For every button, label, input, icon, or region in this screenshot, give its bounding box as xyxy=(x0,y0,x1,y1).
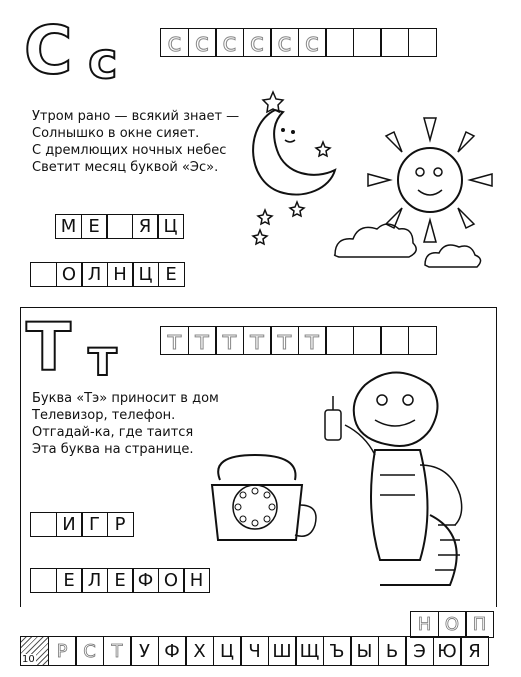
s-trace-cell: с xyxy=(160,28,189,57)
word-letter-cell xyxy=(106,214,133,239)
word-letter-cell: Ф xyxy=(132,568,159,593)
poem-t xyxy=(32,390,219,458)
word-telefon xyxy=(30,568,210,593)
t-trace-cell: т xyxy=(160,326,189,355)
telephone-illustration xyxy=(200,445,320,555)
t-trace-cell: т xyxy=(215,326,244,355)
word-letter-cell: И xyxy=(56,512,83,537)
tiger-illustration xyxy=(320,365,490,595)
t-trace-cell xyxy=(380,326,409,355)
poem-line: Отгадай-ка, где таится xyxy=(32,425,194,440)
word-letter-cell: Ц xyxy=(132,262,159,287)
word-letter-cell: Л xyxy=(81,568,108,593)
word-letter-cell: Л xyxy=(81,262,108,287)
alphabet-letter-cell: Т xyxy=(103,636,132,666)
letter-s-lower: с xyxy=(88,32,118,90)
word-letter-cell: Ц xyxy=(157,214,184,239)
alphabet-letter-cell: Щ xyxy=(295,636,324,666)
s-trace-cell xyxy=(380,28,409,57)
word-letter-cell: Е xyxy=(158,262,185,287)
word-letter-cell: Е xyxy=(107,568,134,593)
alphabet-letter-cell: О xyxy=(438,611,467,638)
word-solnce xyxy=(30,262,185,287)
alphabet-letter-cell: У xyxy=(130,636,159,666)
poem-line: Буква «Тэ» приносит в дом xyxy=(32,391,219,406)
alphabet-letter-cell: Р xyxy=(48,636,77,666)
alphabet-bottom-row xyxy=(48,636,490,666)
page-number-cell xyxy=(20,636,49,666)
word-letter-cell: Н xyxy=(183,568,210,593)
word-letter-cell xyxy=(30,512,57,537)
alphabet-letter-cell: Ю xyxy=(433,636,462,666)
alphabet-letter-cell: Ц xyxy=(213,636,242,666)
poem-line: Светит месяц буквой «Эс». xyxy=(32,160,219,175)
word-letter-cell: Я xyxy=(132,214,159,239)
s-trace-cell xyxy=(325,28,354,57)
alphabet-letter-cell: Ь xyxy=(378,636,407,666)
t-trace-cell: т xyxy=(188,326,217,355)
t-trace-cell xyxy=(325,326,354,355)
right-border xyxy=(496,307,497,607)
t-trace-row xyxy=(160,326,437,355)
word-letter-cell: О xyxy=(56,262,83,287)
alphabet-letter-cell: С xyxy=(75,636,104,666)
poem-line: С дремлющих ночных небес xyxy=(32,143,227,158)
word-letter-cell: Р xyxy=(107,512,134,537)
alphabet-letter-cell: Ч xyxy=(240,636,269,666)
t-trace-cell: т xyxy=(298,326,327,355)
alphabet-letter-cell: Ъ xyxy=(323,636,352,666)
word-letter-cell: О xyxy=(158,568,185,593)
word-igra xyxy=(30,512,134,537)
cloud-illustration xyxy=(325,210,495,280)
s-trace-cell: с xyxy=(298,28,327,57)
letter-t-upper: Т xyxy=(26,309,72,386)
poem-line: Телевизор, телефон. xyxy=(32,408,176,423)
alphabet-letter-cell: Ф xyxy=(158,636,187,666)
s-trace-cell: с xyxy=(243,28,272,57)
s-trace-row xyxy=(160,28,437,57)
letter-t-lower: т xyxy=(88,329,117,387)
t-trace-cell xyxy=(408,326,437,355)
alphabet-letter-cell: Ш xyxy=(268,636,297,666)
s-trace-cell: с xyxy=(188,28,217,57)
section-divider xyxy=(20,307,496,308)
alphabet-letter-cell: Ы xyxy=(350,636,379,666)
alphabet-letter-cell: П xyxy=(465,611,494,638)
alphabet-letter-cell: Х xyxy=(185,636,214,666)
poem-line: Солнышко в окне сияет. xyxy=(32,126,200,141)
word-letter-cell xyxy=(30,262,57,287)
word-letter-cell: Г xyxy=(81,512,108,537)
word-letter-cell: Е xyxy=(81,214,108,239)
poem-line: Эта буква на странице. xyxy=(32,442,194,457)
s-trace-cell: с xyxy=(270,28,299,57)
letter-s-upper: С xyxy=(24,12,73,89)
page-number: 10 xyxy=(22,654,35,665)
poem-line: Утром рано — всякий знает — xyxy=(32,109,240,124)
word-letter-cell: Е xyxy=(56,568,83,593)
left-border xyxy=(20,307,21,607)
alphabet-letter-cell: Я xyxy=(460,636,489,666)
s-trace-cell xyxy=(408,28,437,57)
t-trace-cell: т xyxy=(243,326,272,355)
word-letter-cell xyxy=(30,568,57,593)
alphabet-top-row xyxy=(410,611,494,638)
word-mesyac xyxy=(55,214,184,239)
t-trace-cell xyxy=(353,326,382,355)
poem-s xyxy=(32,108,239,176)
alphabet-bottom-strip xyxy=(20,636,489,666)
t-trace-cell: т xyxy=(270,326,299,355)
s-trace-cell: с xyxy=(215,28,244,57)
s-trace-cell xyxy=(353,28,382,57)
alphabet-letter-cell: Э xyxy=(405,636,434,666)
alphabet-letter-cell: Н xyxy=(410,611,439,638)
word-letter-cell: М xyxy=(55,214,82,239)
word-letter-cell: Н xyxy=(107,262,134,287)
